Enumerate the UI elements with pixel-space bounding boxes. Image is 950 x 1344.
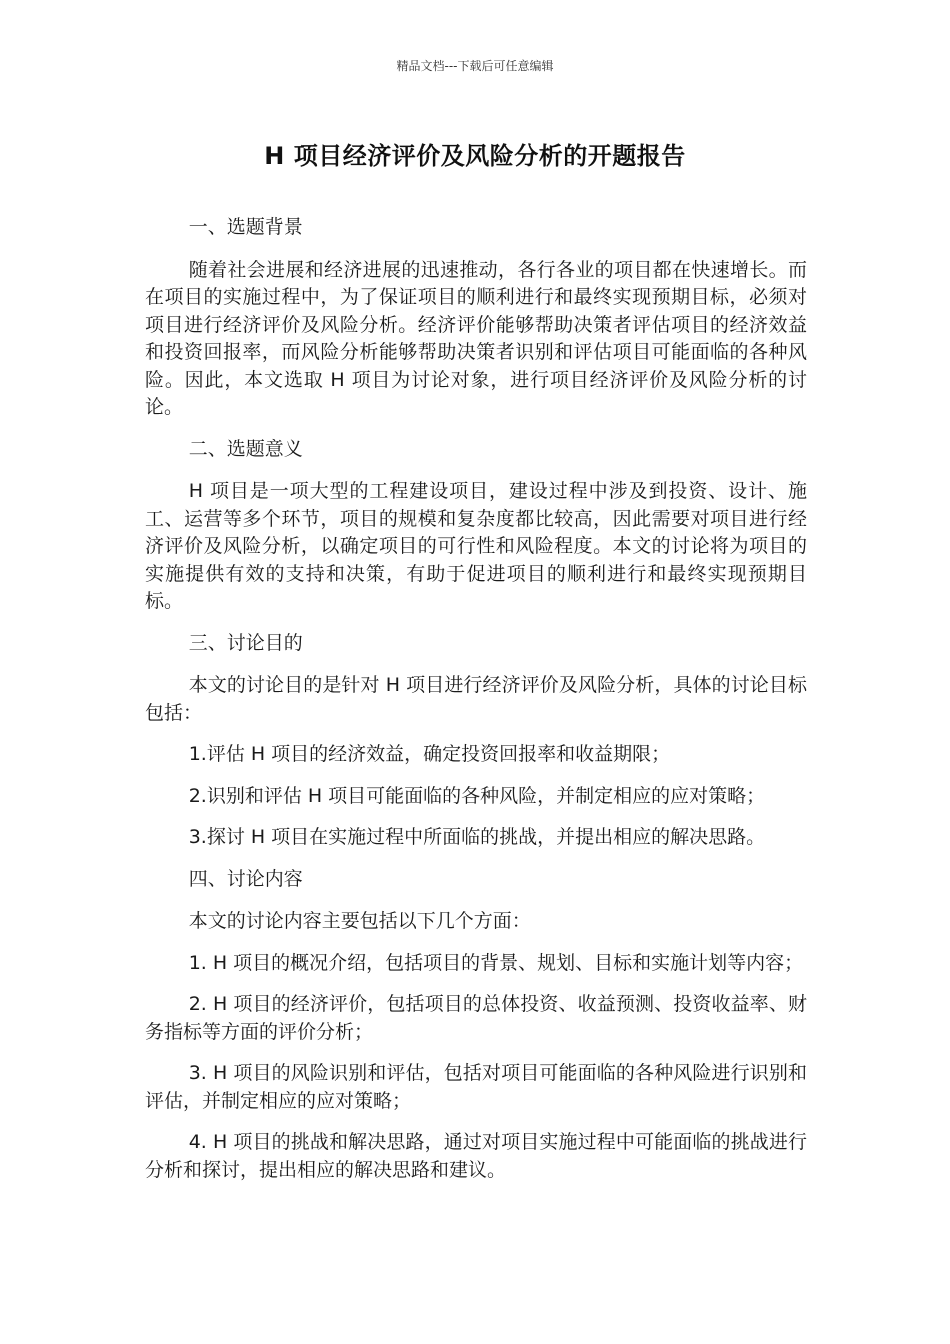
document-body [145,214,807,1198]
purpose-list-item: 3.探讨 H 项目在实施过程中所面临的挑战，并提出相应的解决思路。 [188,826,766,848]
header-note: 精品文档---下载后可任意编辑 [396,59,554,73]
section-paragraph-significance: H 项目是一项大型的工程建设项目，建设过程中涉及到投资、设计、施工、运营等多个环节，项目的规模和复杂度都比较高，因此需要对项目进行经济评价及风险分析，以确定项目的可行性和风险程度。本文的讨论将为项目的实施提供有效的支持和决策，有助于促进项目的顺利进行和最终实现预期目标。 [145,480,807,612]
section-heading-significance: 二、选题意义 [188,437,303,460]
section-paragraph-background: 随着社会进展和经济进展的迅速推动，各行各业的项目都在快速增长。而在项目的实施过程中，为了保证项目的顺利进行和最终实现预期目标，必须对项目进行经济评价及风险分析。经济评价能够帮助决策者评估项目的经济效益和投资回报率，而风险分析能够帮助决策者识别和评估项目可能面临的各种风险。因此，本文选取 H 项目为讨论对象，进行项目经济评价及风险分析的讨论。 [145,258,807,418]
content-list-item: 3. H 项目的风险识别和评估，包括对项目可能面临的各种风险进行识别和评估，并制定相应的应对策略； [145,1062,807,1112]
section-intro-purpose: 本文的讨论目的是针对 H 项目进行经济评价及风险分析，具体的讨论目标包括： [145,674,807,724]
content-list-item: 1. H 项目的概况介绍，包括项目的背景、规划、目标和实施计划等内容； [188,951,804,974]
section-heading-purpose: 三、讨论目的 [188,631,303,654]
content-list-item: 2. H 项目的经济评价，包括项目的总体投资、收益预测、投资收益率、财务指标等方面的评价分析； [145,993,807,1043]
purpose-list-item: 2.识别和评估 H 项目可能面临的各种风险，并制定相应的应对策略； [188,784,766,807]
document-title: H 项目经济评价及风险分析的开题报告 [264,142,686,170]
section-heading-background: 一、选题背景 [188,216,303,238]
section-intro-content: 本文的讨论内容主要包括以下几个方面： [188,910,531,932]
content-list-item: 4. H 项目的挑战和解决思路，通过对项目实施过程中可能面临的挑战进行分析和探讨，提出相应的解决思路和建议。 [145,1131,807,1181]
purpose-list-item: 1.评估 H 项目的经济效益，确定投资回报率和收益期限； [188,743,671,765]
section-heading-content: 四、讨论内容 [188,867,303,890]
